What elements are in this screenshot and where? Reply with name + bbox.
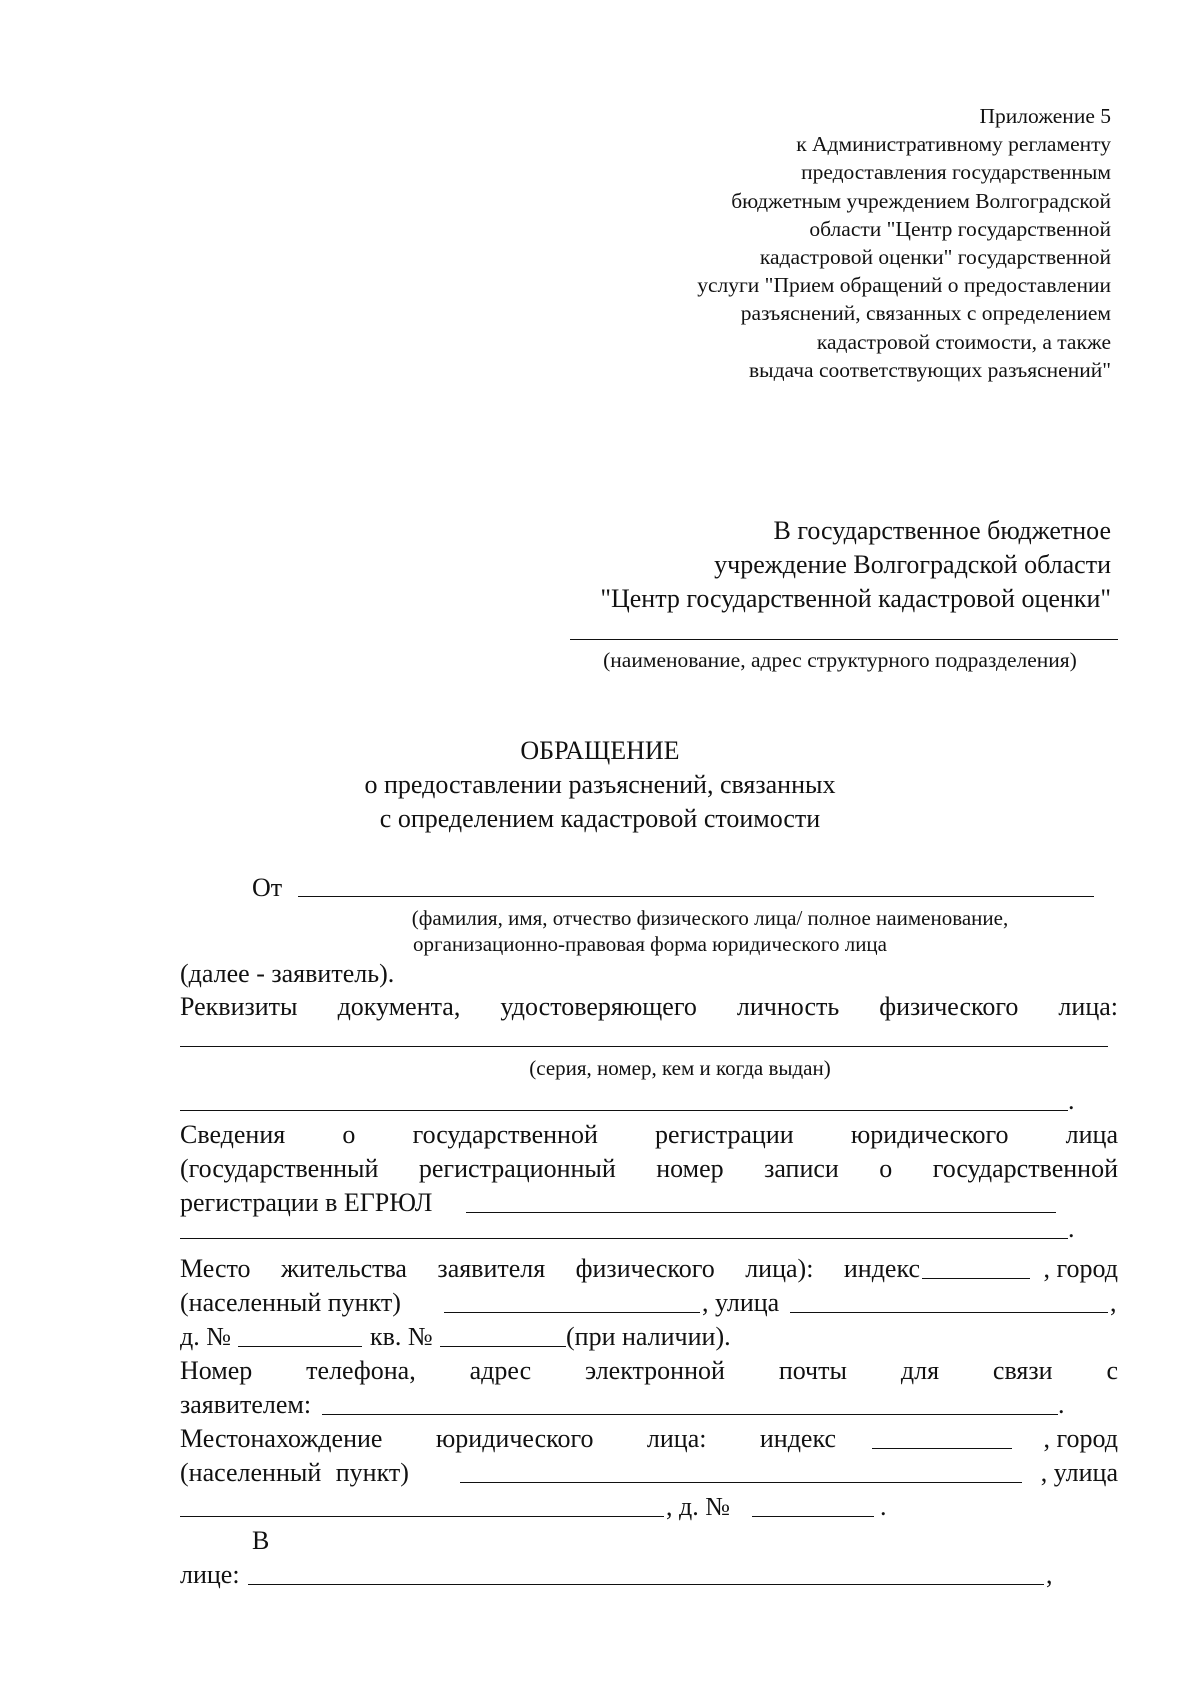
from-hint-2: организационно-правовая форма юридического лица xyxy=(412,932,887,956)
title-sub-2: с определением кадастровой стоимости xyxy=(379,804,821,833)
residence-settlement-blank[interactable] xyxy=(444,1312,700,1313)
phone-email-label: Номер телефона, адрес электронной почты для связи с xyxy=(180,1356,1118,1385)
document-title xyxy=(0,734,1200,836)
addressee-blank-line[interactable] xyxy=(570,639,1118,640)
registration-line-3: регистрации в ЕГРЮЛ xyxy=(180,1188,433,1217)
annex-line: кадастровой стоимости, а также xyxy=(816,329,1111,354)
location-settlement-blank[interactable] xyxy=(460,1482,1022,1483)
from-blank[interactable] xyxy=(298,896,1094,897)
annex-line: области "Центр государственной xyxy=(809,216,1111,241)
location-index-blank[interactable] xyxy=(872,1448,1012,1449)
annex-block xyxy=(591,102,1111,384)
annex-line: к Административному регламенту xyxy=(796,132,1111,157)
phone-email-period: . xyxy=(1058,1390,1065,1419)
in-person-comma: , xyxy=(1046,1560,1053,1589)
addressee-line: В государственное бюджетное xyxy=(773,516,1111,545)
annex-line: предоставления государственным xyxy=(801,160,1111,185)
from-hint-1: (фамилия, имя, отчество физического лица/ полное наименование, xyxy=(411,906,1009,930)
residence-street-blank[interactable] xyxy=(790,1312,1108,1313)
location-settlement-label: (населенный пункт) xyxy=(180,1458,409,1487)
registration-line-2: (государственный регистрационный номер записи о государственной xyxy=(180,1154,1118,1183)
id-document-period: . xyxy=(1068,1086,1075,1115)
residence-optional-note: (при наличии). xyxy=(566,1322,731,1351)
id-document-hint: (серия, номер, кем и когда выдан) xyxy=(529,1056,831,1080)
annex-line: кадастровой оценки" государственной xyxy=(759,245,1111,270)
residence-street-comma: , xyxy=(1110,1288,1117,1317)
addressee-hint: (наименование, адрес структурного подразделения) xyxy=(603,648,1077,672)
location-city-label: , город xyxy=(1043,1424,1118,1453)
in-person-blank[interactable] xyxy=(248,1584,1044,1585)
location-street-blank[interactable] xyxy=(180,1516,664,1517)
annex-line: бюджетным учреждением Волгоградской xyxy=(731,188,1111,213)
id-document-label: Реквизиты документа, удостоверяющего личность физического лица: xyxy=(180,992,1118,1021)
applicant-note: (далее - заявитель). xyxy=(180,959,395,988)
annex-line: услуги "Прием обращений о предоставлении xyxy=(697,273,1111,298)
addressee-line: учреждение Волгоградской области xyxy=(714,550,1111,579)
residence-flat-label: кв. № xyxy=(370,1322,433,1351)
id-document-blank[interactable] xyxy=(180,1046,1108,1047)
location-street-label: , улица xyxy=(1040,1458,1118,1487)
residence-city-label: , город xyxy=(1043,1254,1118,1283)
registration-line-1: Сведения о государственной регистрации юридического лица xyxy=(180,1120,1118,1149)
phone-email-blank[interactable] xyxy=(322,1414,1058,1415)
title-main: ОБРАЩЕНИЕ xyxy=(520,736,680,765)
residence-index-blank[interactable] xyxy=(922,1278,1030,1279)
residence-settlement-label: (населенный пункт) xyxy=(180,1288,401,1317)
in-person-label-2: лице: xyxy=(180,1560,240,1589)
location-label: Местонахождение юридического лица: индекс xyxy=(180,1424,836,1453)
registration-period: . xyxy=(1068,1214,1075,1243)
residence-house-blank[interactable] xyxy=(238,1346,362,1347)
registration-blank-2[interactable] xyxy=(180,1238,1068,1239)
from-label: От xyxy=(252,873,283,902)
location-house-blank[interactable] xyxy=(752,1516,874,1517)
residence-street-label: , улица xyxy=(702,1288,780,1317)
annex-line: Приложение 5 xyxy=(979,104,1111,128)
location-period: . xyxy=(880,1492,887,1521)
phone-email-label-2: заявителем: xyxy=(180,1390,312,1419)
annex-line: разъяснений, связанных с определением xyxy=(740,301,1111,326)
in-person-label: В xyxy=(252,1526,270,1555)
residence-label: Место жительства заявителя физического лица): индекс xyxy=(180,1254,920,1283)
location-house-label: , д. № xyxy=(666,1492,731,1521)
residence-house-label: д. № xyxy=(180,1322,232,1351)
residence-flat-blank[interactable] xyxy=(440,1346,566,1347)
annex-line: выдача соответствующих разъяснений" xyxy=(749,357,1111,382)
addressee-block xyxy=(491,514,1111,616)
id-document-blank-2[interactable] xyxy=(180,1110,1068,1111)
registration-blank[interactable] xyxy=(466,1212,1056,1213)
addressee-line: "Центр государственной кадастровой оценки" xyxy=(600,584,1111,613)
title-sub-1: о предоставлении разъяснений, связанных xyxy=(364,770,836,799)
